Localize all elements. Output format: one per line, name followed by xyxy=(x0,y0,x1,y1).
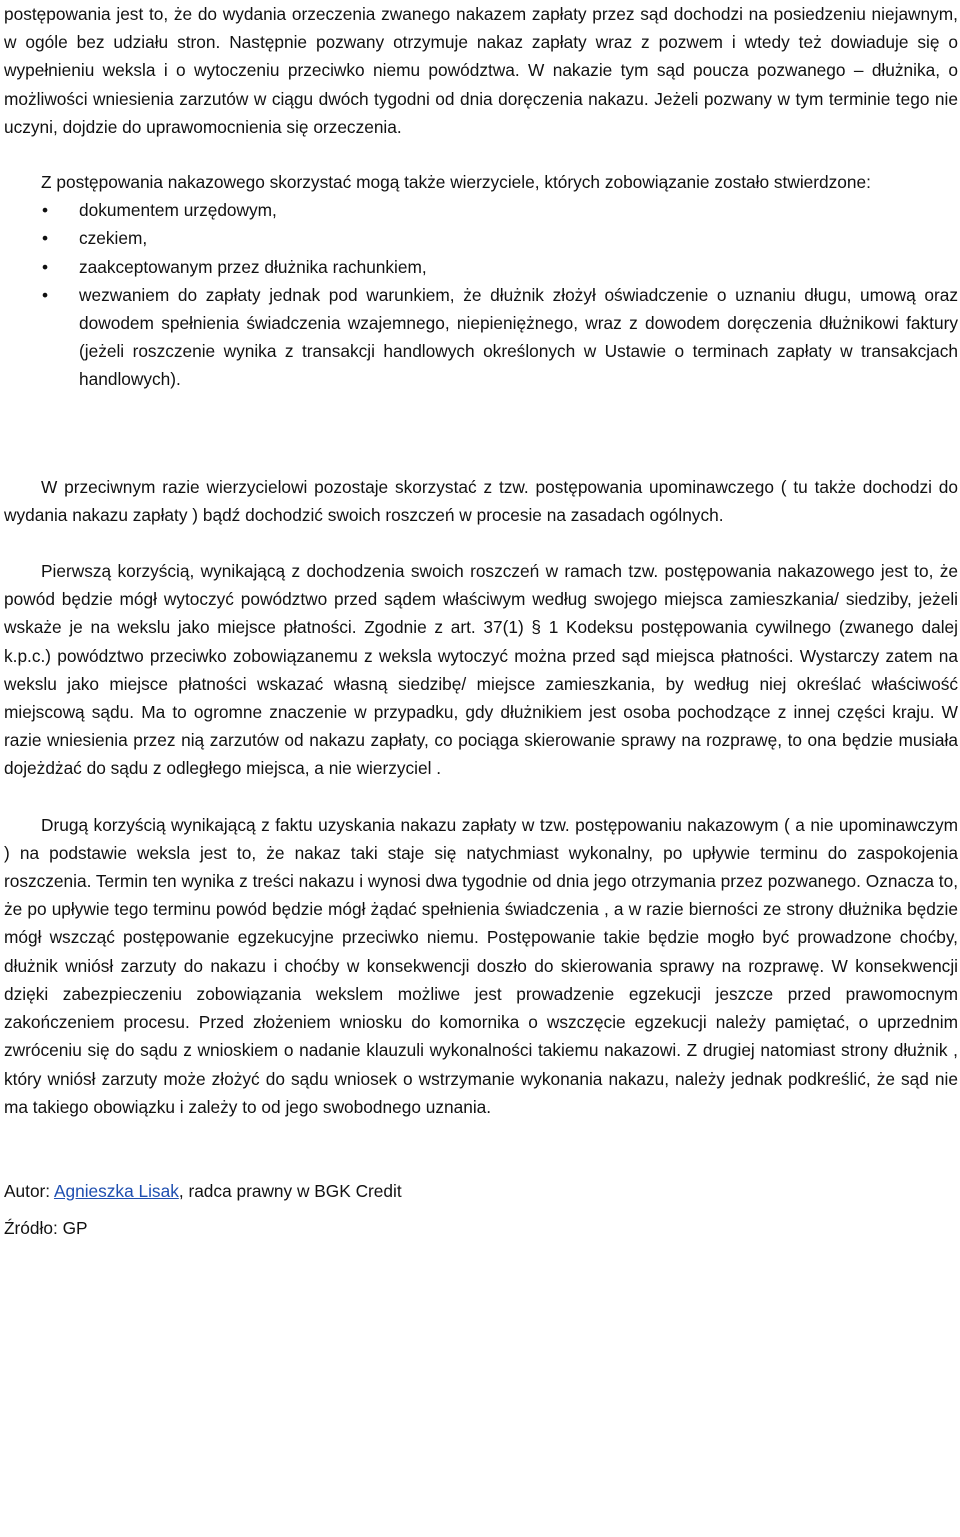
list-item-text: czekiem, xyxy=(79,228,148,249)
paragraph-5: Drugą korzyścią wynikającą z faktu uzyskania nakazu zapłaty w tzw. postępowaniu nakazowym ( a nie upominawczym ) na podstawie weksla jest to, że nakaz taki staje się natychmiast wykonalny, po upływie terminu do zaspokojenia roszczenia. Termin ten wynika z treści nakazu i wynosi dwa tygodnie od dnia jego otrzymania przez pozwanego. Oznacza to, że po upływie tego terminu powód będzie mógł żądać spełnienia świadczenia , a w razie bierności ze strony dłużnika będzie mógł wszcząć postępowanie egzekucyjne przeciwko niemu. Postępowanie takie będzie mogło być prowadzone choćby, dłużnik wniósł zarzuty do nakazu i choćby w konsekwencji doszło do skierowania sprawy na rozprawę. W konsekwencji dzięki zabezpieczeniu zobowiązania wekslem możliwe jest prowadzenie egzekucji jeszcze przed prawomocnym zakończeniem procesu. Przed złożeniem wniosku do komornika o wszczęcie egzekucji należy pamiętać, o uprzednim zwróceniu się do sądu z wnioskiem o nadanie klauzuli wykonalności takiemu nakazowi. Z drugiej natomiast strony dłużnik , który wniósł zarzuty może złożyć do sądu wniosek o wstrzymanie wykonania nakazu, należy jednak podkreślić, że sąd nie ma takiego obowiązku i zależy to od jego swobodnego uznania. xyxy=(4,814,958,1117)
author-prefix: Autor: xyxy=(4,1180,54,1201)
paragraph-4: Pierwszą korzyścią, wynikającą z dochodzenia swoich roszczeń w ramach tzw. postępowania nakazowego jest to, że powód będzie mógł wytoczyć powództwo przed sądem właściwym według swojego miejsca zamieszkania/ siedziby, jeżeli wskaże je na wekslu jako miejsce płatności. Zgodnie z art. 37(1) § 1 Kodeksu postępowania cywilnego (zwanego dalej k.p.c.) powództwo przeciwko zobowiązanemu z weksla wytoczyć można przed sąd miejsca płatności. Wystarczy zatem na wekslu jako miejsce płatności wskazać własną siedzibę/ miejsce zamieszkania, by według niej określać właściwość miejscową sądu. Ma to ogromne znaczenie w przypadku, gdy dłużnikiem jest osoba pochodzące z innej części kraju. W razie wniesienia przez nią zarzutów od nakazu zapłaty, co pociąga skierowanie sprawy na rozprawę, to ona będzie musiała dojeżdżać do sądu z odległego miejsca, a nie wierzyciel . xyxy=(4,561,958,779)
paragraph-3: W przeciwnym razie wierzycielowi pozostaje skorzystać z tzw. postępowania upominawczego ( tu także dochodzi do wydania nakazu zapłaty ) bądź dochodzić swoich roszczeń w procesie na zasadach ogólnych. xyxy=(4,476,958,525)
paragraph-2: Z postępowania nakazowego skorzystać mogą także wierzyciele, których zobowiązanie zostało stwierdzone: xyxy=(41,172,871,193)
list-item xyxy=(4,253,958,281)
author-line xyxy=(4,1177,958,1205)
document-page xyxy=(4,0,958,1242)
bullet-icon: • xyxy=(41,284,49,305)
paragraph-1: postępowania jest to, że do wydania orzeczenia zwanego nakazem zapłaty przez sąd dochodzi na posiedzeniu niejawnym, w ogóle bez udziału stron. Następnie pozwany otrzymuje nakaz zapłaty wraz z pozwem i wtedy też dowiaduje się o wypełnieniu weksla i o wytoczeniu przeciwko niemu powództwa. W nakazie tym sąd poucza pozwanego – dłużnika, o możliwości wniesienia zarzutów w ciągu dwóch tygodni od dnia doręczenia nakazu. Jeżeli pozwany w tym terminie tego nie uczyni, dojdzie do uprawomocnienia się orzeczenia. xyxy=(4,4,958,137)
bullet-icon: • xyxy=(41,228,49,249)
list-item xyxy=(4,281,958,394)
author-link[interactable]: Agnieszka Lisak xyxy=(53,1180,179,1201)
list-item-text: zaakceptowanym przez dłużnika rachunkiem, xyxy=(79,256,427,277)
author-suffix: , radca prawny w BGK Credit xyxy=(178,1180,402,1201)
bullet-icon: • xyxy=(41,256,49,277)
bullet-icon: • xyxy=(41,200,49,221)
creditor-documents-list xyxy=(4,196,958,393)
source-line: Źródło: GP xyxy=(4,1218,88,1239)
list-item xyxy=(4,196,958,224)
list-item-text: dokumentem urzędowym, xyxy=(79,200,277,221)
list-item-text: wezwaniem do zapłaty jednak pod warunkiem, że dłużnik złożył oświadczenie o uznaniu długu, umową oraz dowodem spełnienia świadczenia wzajemnego, niepieniężnego, wraz z dowodem doręczenia dłużnikowi faktury (jeżeli roszczenie wynika z transakcji handlowych określonych w Ustawie o terminach zapłaty w transakcjach handlowych). xyxy=(79,284,958,390)
list-item xyxy=(4,224,958,252)
